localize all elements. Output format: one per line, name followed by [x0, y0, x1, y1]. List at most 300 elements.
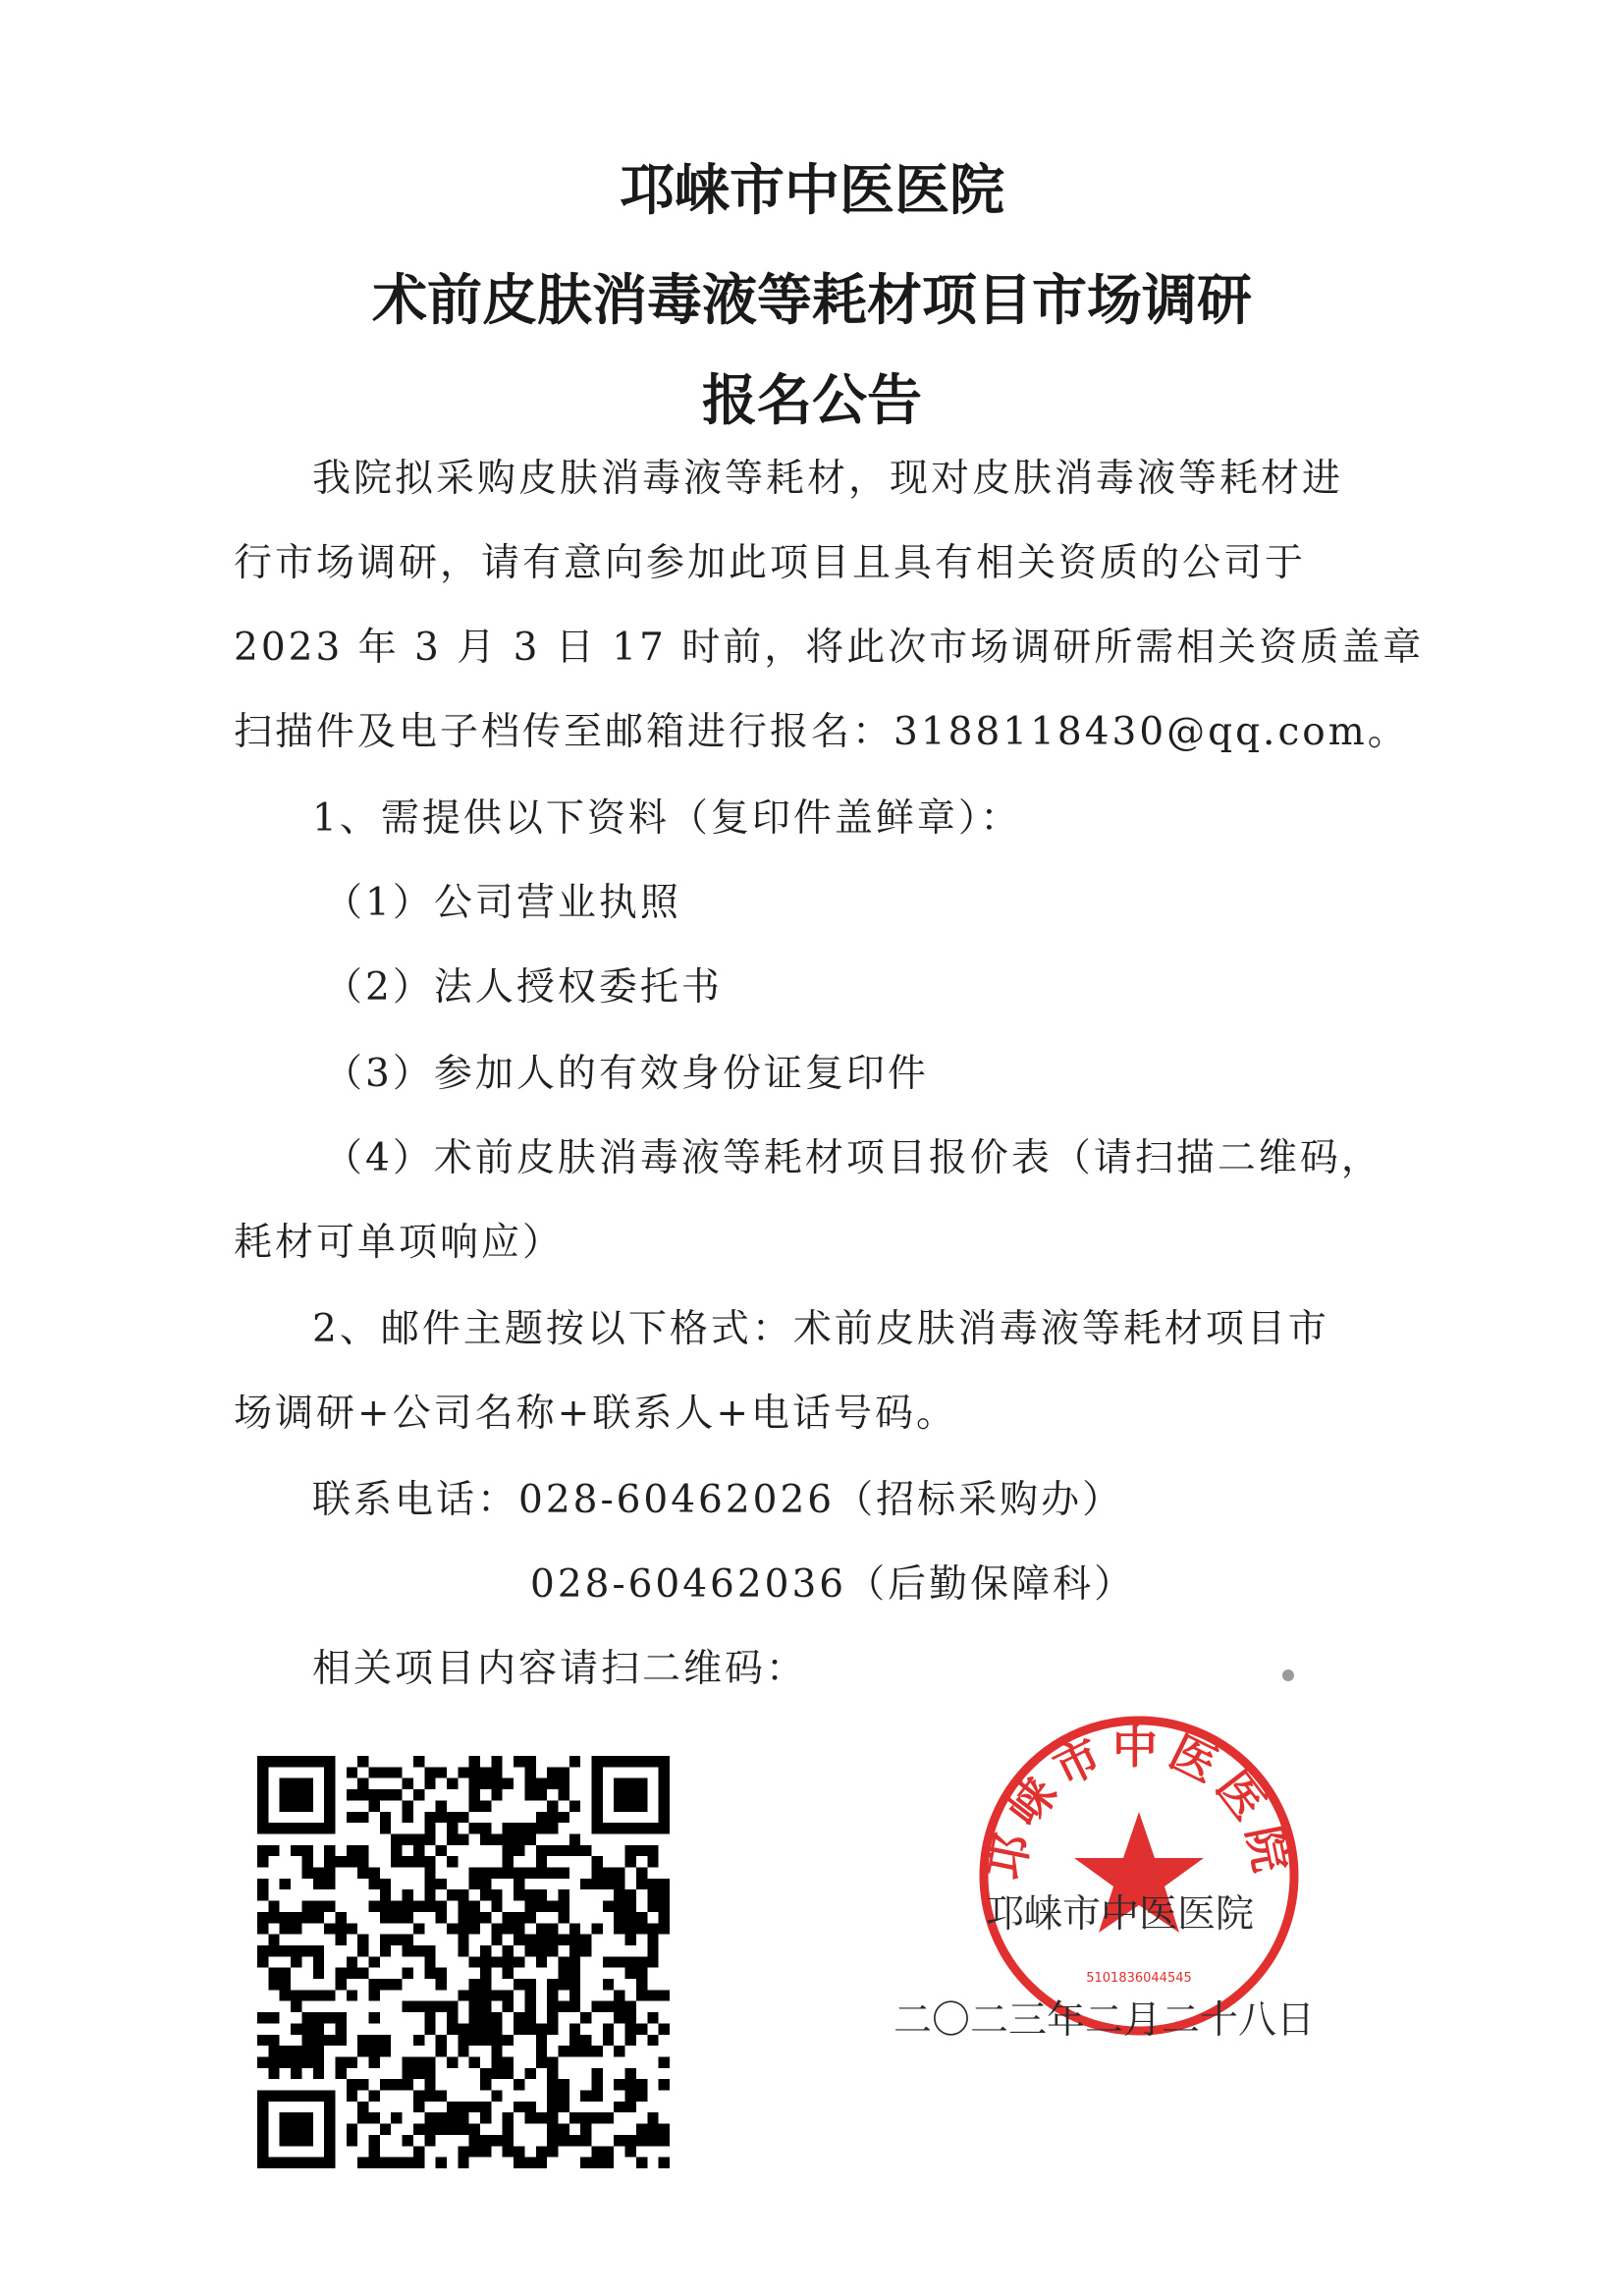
qr-module [380, 1823, 391, 1833]
qr-module [625, 2102, 636, 2112]
qr-module [514, 1868, 524, 1879]
qr-module [503, 1912, 514, 1923]
qr-module [592, 2112, 603, 2123]
requirement-sub-4-cont: 耗材可单项响应） [234, 1221, 565, 1265]
qr-module [436, 1912, 447, 1923]
qr-module [369, 1990, 380, 2000]
qr-module [547, 2146, 558, 2157]
qr-module [514, 1756, 524, 1767]
qr-module [347, 1812, 357, 1823]
qr-module [614, 1990, 624, 2000]
qr-module [324, 1901, 335, 1912]
qr-module [592, 2001, 603, 2012]
qr-module [424, 1889, 435, 1900]
qr-module [480, 1823, 491, 1833]
qr-module [403, 1856, 413, 1867]
qr-module [335, 1935, 346, 1945]
qr-module [324, 1923, 335, 1934]
qr-module [436, 2091, 447, 2102]
qr-module [524, 1990, 535, 2000]
qr-module [514, 1879, 524, 1889]
qr-module [480, 1968, 491, 1979]
qr-module [403, 2158, 413, 2168]
qr-module [347, 1767, 357, 1777]
qr-module [413, 1845, 424, 1856]
qr-module [614, 1868, 624, 1879]
qr-module [503, 2068, 514, 2079]
qr-module [280, 1968, 291, 1979]
qr-module [347, 1923, 357, 1934]
qr-module [647, 1879, 658, 1889]
qr-module [536, 2035, 547, 2046]
qr-code-icon[interactable] [257, 1756, 670, 2168]
qr-module [257, 2056, 268, 2067]
qr-module [580, 2135, 591, 2146]
qr-module [636, 1979, 647, 1990]
qr-module [625, 1956, 636, 1967]
qr-module [469, 2012, 480, 2023]
qr-module [558, 2102, 568, 2112]
qr-module [647, 1856, 658, 1867]
qr-module [503, 1923, 514, 1934]
qr-module [447, 1923, 458, 1934]
qr-module [514, 2023, 524, 2034]
qr-module [257, 1912, 268, 1923]
qr-module [514, 2158, 524, 2168]
qr-module [547, 2056, 558, 2067]
qr-module [313, 2023, 324, 2034]
qr-module [491, 2091, 502, 2102]
document-title-org: 邛崃市中医医院 [620, 159, 1004, 223]
qr-module [380, 1812, 391, 1823]
qr-module [636, 2079, 647, 2090]
qr-module [547, 2135, 558, 2146]
qr-module [458, 2035, 468, 2046]
qr-module [524, 1912, 535, 1923]
qr-module [347, 1789, 357, 1800]
qr-module [558, 2135, 568, 2146]
qr-module [436, 2001, 447, 2012]
qr-module [659, 1889, 670, 1900]
qr-module [625, 2001, 636, 2012]
qr-module [491, 2035, 502, 2046]
qr-module [335, 2068, 346, 2079]
qr-module [413, 2146, 424, 2157]
qr-module [480, 1990, 491, 2000]
qr-module [380, 1789, 391, 1800]
qr-module [592, 1868, 603, 1879]
qr-module [403, 2068, 413, 2079]
requirement-item-2: 2、邮件主题按以下格式：术前皮肤消毒液等耗材项目市 [312, 1307, 1329, 1351]
qr-module [524, 1789, 535, 1800]
qr-module [357, 1845, 368, 1856]
qr-module [659, 1879, 670, 1889]
qr-module [536, 1956, 547, 1967]
qr-module [625, 1856, 636, 1867]
qr-module [380, 2124, 391, 2135]
qr-module [458, 1812, 468, 1823]
qr-module [547, 2001, 558, 2012]
document-title-notice: 报名公告 [702, 369, 922, 433]
qr-module [592, 2046, 603, 2056]
qr-module [257, 2035, 268, 2046]
qr-module [313, 2046, 324, 2056]
qr-module [569, 1990, 580, 2000]
qr-module [469, 2023, 480, 2034]
qr-module [569, 2001, 580, 2012]
qr-module [335, 2012, 346, 2023]
qr-module [436, 1845, 447, 1856]
qr-module [503, 2001, 514, 2012]
qr-module [335, 2023, 346, 2034]
qr-module [424, 1879, 435, 1889]
qr-module [580, 1845, 591, 1856]
qr-module [380, 1935, 391, 1945]
qr-module [403, 2135, 413, 2146]
qr-module [447, 1889, 458, 1900]
qr-module [447, 2023, 458, 2034]
qr-module [592, 2068, 603, 2079]
qr-module [603, 2112, 614, 2123]
qr-module [524, 1868, 535, 1879]
qr-module [447, 1856, 458, 1867]
qr-module [357, 1789, 368, 1800]
qr-module [347, 1845, 357, 1856]
qr-module [458, 2046, 468, 2056]
qr-module [268, 2068, 279, 2079]
qr-module [413, 1789, 424, 1800]
qr-module [447, 2112, 458, 2123]
qr-module [257, 1845, 268, 1856]
qr-module [403, 1935, 413, 1945]
qr-module [503, 1945, 514, 1956]
qr-module [536, 1789, 547, 1800]
qr-module [391, 2079, 402, 2090]
qr-module [436, 2112, 447, 2123]
qr-module [480, 2102, 491, 2112]
qr-module [547, 1812, 558, 1823]
qr-module [491, 2056, 502, 2067]
qr-module [268, 1979, 279, 1990]
qr-module [469, 2124, 480, 2135]
qr-module [647, 1845, 658, 1856]
qr-module [335, 2056, 346, 2067]
qr-module [636, 2091, 647, 2102]
qr-module [403, 1833, 413, 1844]
qr-module [625, 2091, 636, 2102]
qr-module [592, 2091, 603, 2102]
qr-module [625, 2079, 636, 2090]
qr-module [636, 1879, 647, 1889]
qr-module [625, 2146, 636, 2157]
qr-module [647, 1889, 658, 1900]
requirement-sub-3: （3）参加人的有效身份证复印件 [324, 1052, 929, 1096]
qr-module [480, 2079, 491, 2090]
qr-module [480, 2001, 491, 2012]
requirement-item-2-cont: 场调研+公司名称+联系人+电话号码。 [234, 1392, 958, 1436]
qr-module [547, 1868, 558, 1879]
qr-module [357, 1812, 368, 1823]
qr-module [313, 2012, 324, 2023]
qr-module [391, 1935, 402, 1945]
qr-module [280, 1990, 291, 2000]
qr-module [291, 2056, 301, 2067]
qr-module [491, 1767, 502, 1777]
qr-module [514, 1935, 524, 1945]
qr-module [391, 1979, 402, 1990]
qr-module [391, 1912, 402, 1923]
qr-module [536, 2046, 547, 2056]
qr-module [313, 1912, 324, 1923]
qr-module [514, 1823, 524, 1833]
qr-module [324, 1879, 335, 1889]
qr-module [469, 1912, 480, 1923]
qr-module [647, 1990, 658, 2000]
qr-module [313, 1901, 324, 1912]
qr-module [480, 1800, 491, 1811]
qr-module [636, 1990, 647, 2000]
requirement-sub-2: （2）法人授权委托书 [324, 965, 723, 1010]
qr-module [469, 1868, 480, 1879]
qr-module [480, 1833, 491, 1844]
qr-module [491, 2012, 502, 2023]
qr-module [647, 1945, 658, 1956]
qr-module [424, 1856, 435, 1867]
qr-module [491, 1990, 502, 2000]
qr-module [280, 1923, 291, 1934]
qr-module [480, 2012, 491, 2023]
qr-module [280, 1912, 291, 1923]
qr-module [480, 2068, 491, 2079]
qr-module [268, 2012, 279, 2023]
qr-module [491, 1901, 502, 1912]
qr-module [558, 1789, 568, 1800]
qr-module [524, 1833, 535, 1844]
qr-module [436, 1800, 447, 1811]
qr-module [536, 1868, 547, 1879]
qr-module [380, 1979, 391, 1990]
qr-module [503, 1968, 514, 1979]
qr-module [424, 1901, 435, 1912]
qr-module [469, 1767, 480, 1777]
qr-module [603, 2158, 614, 2168]
qr-module [447, 2001, 458, 2012]
qr-module [647, 2035, 658, 2046]
qr-module [380, 1945, 391, 1956]
qr-module [503, 2056, 514, 2067]
qr-module [424, 2091, 435, 2102]
qr-module [514, 1923, 524, 1934]
qr-module [313, 1945, 324, 1956]
qr-module [480, 1767, 491, 1777]
qr-module [424, 2012, 435, 2023]
qr-module [357, 2112, 368, 2123]
qr-module [480, 1868, 491, 1879]
qr-module [614, 1889, 624, 1900]
qr-module [547, 1778, 558, 1789]
qr-module [347, 2124, 357, 2135]
qr-module [357, 1968, 368, 1979]
qr-module [380, 2158, 391, 2168]
qr-module [347, 1956, 357, 1967]
qr-module [447, 2102, 458, 2112]
qr-module [324, 2012, 335, 2023]
qr-module [524, 2001, 535, 2012]
qr-module [291, 2023, 301, 2034]
qr-instruction: 相关项目内容请扫二维码： [312, 1647, 808, 1691]
qr-module [447, 1833, 458, 1844]
qr-module [614, 2046, 624, 2056]
qr-module [369, 1767, 380, 1777]
qr-module [291, 1845, 301, 1856]
qr-module [480, 1979, 491, 1990]
qr-module [301, 2035, 312, 2046]
contact-phone-1: 联系电话：028-60462026（招标采购办） [312, 1478, 1124, 1522]
qr-module [469, 1923, 480, 1934]
qr-module [558, 1956, 568, 1967]
qr-module [458, 1901, 468, 1912]
qr-module [580, 2158, 591, 2168]
qr-module [403, 1968, 413, 1979]
qr-module [291, 2001, 301, 2012]
qr-module [514, 1979, 524, 1990]
qr-module [503, 1856, 514, 1867]
qr-module [491, 1756, 502, 1767]
qr-module [558, 1979, 568, 1990]
qr-module [558, 1889, 568, 1900]
qr-module [514, 1889, 524, 1900]
qr-module [524, 1767, 535, 1777]
qr-module [536, 1823, 547, 1833]
qr-module [413, 1756, 424, 1767]
qr-module [491, 1868, 502, 1879]
qr-module [569, 2112, 580, 2123]
qr-module [424, 1956, 435, 1967]
qr-module [503, 2135, 514, 2146]
qr-module [357, 2079, 368, 2090]
qr-module [403, 1778, 413, 1789]
qr-module [491, 1923, 502, 1934]
qr-module [503, 1845, 514, 1856]
qr-module [403, 1800, 413, 1811]
qr-module [291, 1923, 301, 1934]
paragraph-line: 行市场调研，请有意向参加此项目且具有相关资质的公司于 [234, 541, 1307, 585]
qr-module [503, 2112, 514, 2123]
qr-module [636, 2135, 647, 2146]
qr-module [659, 1923, 670, 1934]
qr-module [659, 2056, 670, 2067]
qr-module [280, 1879, 291, 1889]
qr-module [625, 1901, 636, 1912]
qr-module [592, 1856, 603, 1867]
paragraph-line: 2023 年 3 月 3 日 17 时前，将此次市场调研所需相关资质盖章 [234, 626, 1425, 670]
qr-module [569, 1800, 580, 1811]
qr-module [580, 2112, 591, 2123]
qr-module [268, 1912, 279, 1923]
qr-module [614, 1912, 624, 1923]
qr-module [592, 1923, 603, 1934]
qr-module [491, 1935, 502, 1945]
qr-module [369, 2056, 380, 2067]
qr-module [469, 1789, 480, 1800]
qr-module [469, 2035, 480, 2046]
qr-module [547, 1901, 558, 1912]
qr-module [268, 1845, 279, 1856]
qr-module [625, 1935, 636, 1945]
qr-module [480, 2112, 491, 2123]
qr-module [469, 2056, 480, 2067]
qr-module [536, 2158, 547, 2168]
qr-module [268, 2056, 279, 2067]
qr-module [625, 2023, 636, 2034]
qr-module [625, 1889, 636, 1900]
qr-module [558, 1845, 568, 1856]
qr-module [536, 1945, 547, 1956]
qr-module [536, 1901, 547, 1912]
qr-module [324, 2035, 335, 2046]
qr-module [257, 1945, 268, 1956]
qr-module [313, 1968, 324, 1979]
seal-code: 5101836044545 [1086, 1971, 1192, 1986]
qr-module [369, 2035, 380, 2046]
qr-module [659, 2124, 670, 2135]
qr-module [347, 2091, 357, 2102]
qr-module [413, 1923, 424, 1934]
qr-module [580, 2012, 591, 2023]
qr-module [424, 1767, 435, 1777]
qr-module [547, 2124, 558, 2135]
qr-module [458, 2023, 468, 2034]
qr-module [569, 1923, 580, 1934]
qr-module [659, 2135, 670, 2146]
qr-module [469, 2102, 480, 2112]
qr-module [558, 1778, 568, 1789]
qr-module [403, 2079, 413, 2090]
qr-module [369, 1868, 380, 1879]
qr-module [480, 2135, 491, 2146]
qr-module [558, 2091, 568, 2102]
qr-module [514, 2102, 524, 2112]
qr-module [524, 2023, 535, 2034]
qr-module [436, 2035, 447, 2046]
qr-module [558, 1935, 568, 1945]
requirement-sub-1: （1）公司营业执照 [324, 881, 681, 925]
qr-module [257, 1856, 268, 1867]
qr-module [480, 1945, 491, 1956]
qr-module [659, 1901, 670, 1912]
qr-module [592, 2146, 603, 2157]
qr-module [536, 1923, 547, 1934]
qr-module [268, 1968, 279, 1979]
qr-module [569, 1945, 580, 1956]
qr-module [458, 1990, 468, 2000]
qr-module [369, 2112, 380, 2123]
qr-module [301, 1845, 312, 1856]
qr-module [335, 1912, 346, 1923]
qr-module [514, 2012, 524, 2023]
qr-module [524, 1778, 535, 1789]
qr-module [458, 1923, 468, 1934]
qr-module [380, 1879, 391, 1889]
qr-module [357, 1868, 368, 1879]
qr-module [503, 1990, 514, 2000]
qr-module [469, 2001, 480, 2012]
qr-module [625, 1968, 636, 1979]
qr-module [547, 2068, 558, 2079]
qr-module [558, 2124, 568, 2135]
qr-module [291, 1912, 301, 1923]
qr-module [403, 1812, 413, 1823]
